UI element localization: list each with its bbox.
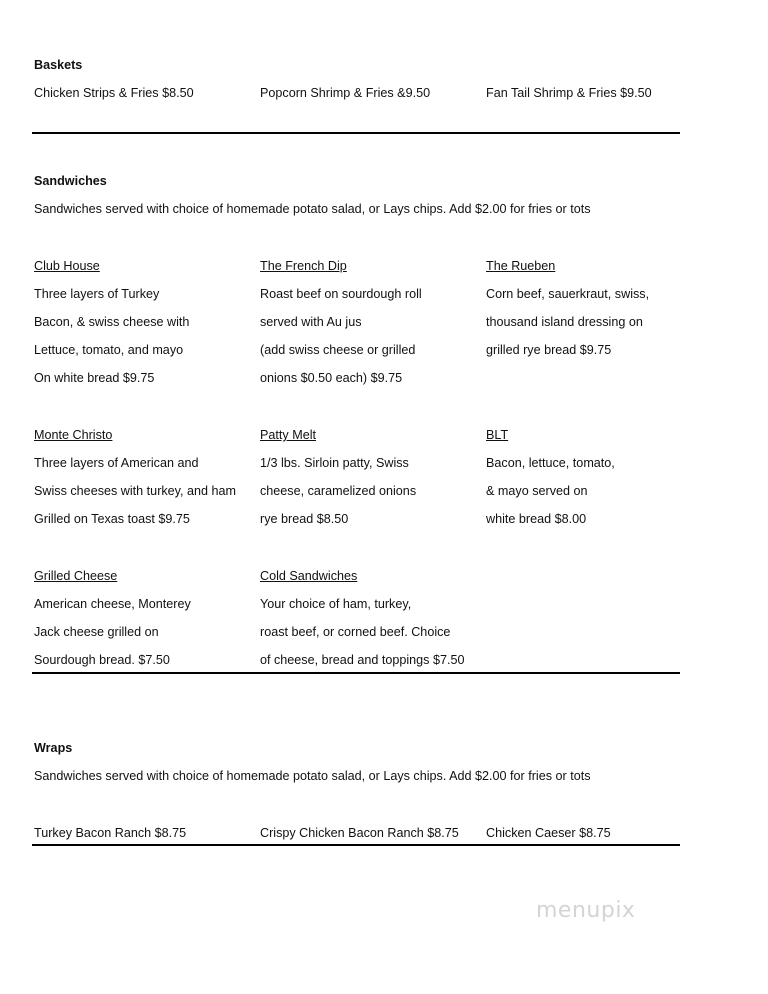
sandwich-desc-line: On white bread $9.75 bbox=[34, 371, 155, 385]
sandwich-desc-line: Lettuce, tomato, and mayo bbox=[34, 343, 184, 357]
sandwich-title: Monte Christo bbox=[34, 428, 113, 442]
sandwich-desc-line: & mayo served on bbox=[486, 484, 588, 498]
sandwich-desc-line: Sourdough bread. $7.50 bbox=[34, 653, 170, 667]
section-divider bbox=[32, 672, 680, 674]
watermark-logo: menupix bbox=[536, 898, 636, 923]
sandwich-title: Cold Sandwiches bbox=[260, 569, 358, 583]
sandwich-desc-line: Corn beef, sauerkraut, swiss, bbox=[486, 287, 650, 301]
sandwich-desc-line: American cheese, Monterey bbox=[34, 597, 191, 611]
baskets-heading: Baskets bbox=[34, 58, 83, 72]
section-divider bbox=[32, 844, 680, 846]
sandwich-desc-line: 1/3 lbs. Sirloin patty, Swiss bbox=[260, 456, 409, 470]
basket-item: Chicken Strips & Fries $8.50 bbox=[34, 86, 194, 100]
sandwich-title: Patty Melt bbox=[260, 428, 316, 442]
sandwich-desc-line: Jack cheese grilled on bbox=[34, 625, 159, 639]
sandwich-desc-line: served with Au jus bbox=[260, 315, 362, 329]
sandwich-desc-line: white bread $8.00 bbox=[486, 512, 587, 526]
section-divider bbox=[32, 132, 680, 134]
sandwich-desc-line: Three layers of American and bbox=[34, 456, 199, 470]
basket-item: Fan Tail Shrimp & Fries $9.50 bbox=[486, 86, 652, 100]
sandwich-desc-line: Roast beef on sourdough roll bbox=[260, 287, 422, 301]
sandwich-desc-line: onions $0.50 each) $9.75 bbox=[260, 371, 403, 385]
wrap-item: Turkey Bacon Ranch $8.75 bbox=[34, 826, 187, 840]
wrap-item: Crispy Chicken Bacon Ranch $8.75 bbox=[260, 826, 459, 840]
sandwiches-note: Sandwiches served with choice of homemade potato salad, or Lays chips. Add $2.00 for fries or tots bbox=[34, 202, 591, 216]
sandwich-desc-line: cheese, caramelized onions bbox=[260, 484, 417, 498]
sandwich-desc-line: (add swiss cheese or grilled bbox=[260, 343, 416, 357]
sandwich-desc-line: Swiss cheeses with turkey, and ham bbox=[34, 484, 237, 498]
sandwich-desc-line: Grilled on Texas toast $9.75 bbox=[34, 512, 190, 526]
basket-item: Popcorn Shrimp & Fries &9.50 bbox=[260, 86, 431, 100]
wrap-item: Chicken Caeser $8.75 bbox=[486, 826, 611, 840]
sandwich-desc-line: Three layers of Turkey bbox=[34, 287, 160, 301]
sandwich-title: BLT bbox=[486, 428, 509, 442]
sandwich-desc-line: Your choice of ham, turkey, bbox=[260, 597, 412, 611]
sandwich-title: Grilled Cheese bbox=[34, 569, 118, 583]
sandwich-desc-line: of cheese, bread and toppings $7.50 bbox=[260, 653, 465, 667]
wraps-note: Sandwiches served with choice of homemade potato salad, or Lays chips. Add $2.00 for fries or tots bbox=[34, 769, 591, 783]
sandwich-desc-line: thousand island dressing on bbox=[486, 315, 643, 329]
wraps-heading: Wraps bbox=[34, 741, 73, 755]
sandwiches-heading: Sandwiches bbox=[34, 174, 107, 188]
sandwich-title: The French Dip bbox=[260, 259, 347, 273]
sandwich-desc-line: roast beef, or corned beef. Choice bbox=[260, 625, 451, 639]
sandwich-desc-line: Bacon, lettuce, tomato, bbox=[486, 456, 615, 470]
sandwich-title: The Rueben bbox=[486, 259, 556, 273]
sandwich-desc-line: rye bread $8.50 bbox=[260, 512, 349, 526]
sandwich-desc-line: grilled rye bread $9.75 bbox=[486, 343, 612, 357]
sandwich-title: Club House bbox=[34, 259, 100, 273]
sandwich-desc-line: Bacon, & swiss cheese with bbox=[34, 315, 190, 329]
